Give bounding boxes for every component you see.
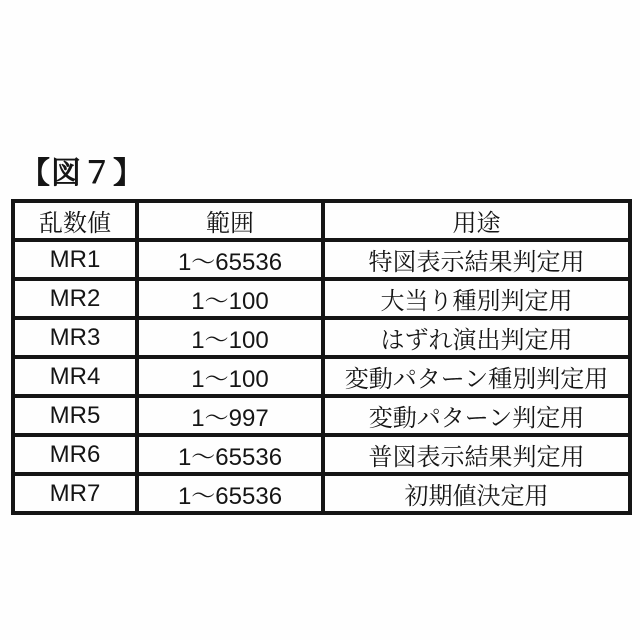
range-cell: 1～65536: [137, 435, 323, 474]
range-cell: 1～100: [137, 357, 323, 396]
random-value-cell: MR3: [13, 318, 137, 357]
usage-cell: 大当り種別判定用: [323, 279, 630, 318]
range-cell: 1～100: [137, 279, 323, 318]
table-row: [13, 240, 630, 279]
table-row: [13, 396, 630, 435]
table-row: [13, 318, 630, 357]
random-value-cell: MR7: [13, 474, 137, 513]
column-header-random-value: 乱数値: [13, 201, 137, 240]
random-value-cell: MR5: [13, 396, 137, 435]
range-cell: 1～100: [137, 318, 323, 357]
random-value-cell: MR1: [13, 240, 137, 279]
figure-title: 【図７】: [20, 157, 144, 190]
usage-cell: はずれ演出判定用: [323, 318, 630, 357]
usage-cell: 普図表示結果判定用: [323, 435, 630, 474]
table-row: [13, 357, 630, 396]
table-header-row: [13, 201, 630, 240]
usage-cell: 変動パターン判定用: [323, 396, 630, 435]
random-value-cell: MR6: [13, 435, 137, 474]
column-header-usage: 用途: [323, 201, 630, 240]
column-header-range: 範囲: [137, 201, 323, 240]
random-value-cell: MR4: [13, 357, 137, 396]
random-value-cell: MR2: [13, 279, 137, 318]
usage-cell: 特図表示結果判定用: [323, 240, 630, 279]
random-number-table: [11, 199, 632, 515]
table-row: [13, 474, 630, 513]
usage-cell: 変動パターン種別判定用: [323, 357, 630, 396]
range-cell: 1～997: [137, 396, 323, 435]
usage-cell: 初期値決定用: [323, 474, 630, 513]
range-cell: 1～65536: [137, 474, 323, 513]
table-row: [13, 435, 630, 474]
table-row: [13, 279, 630, 318]
range-cell: 1～65536: [137, 240, 323, 279]
